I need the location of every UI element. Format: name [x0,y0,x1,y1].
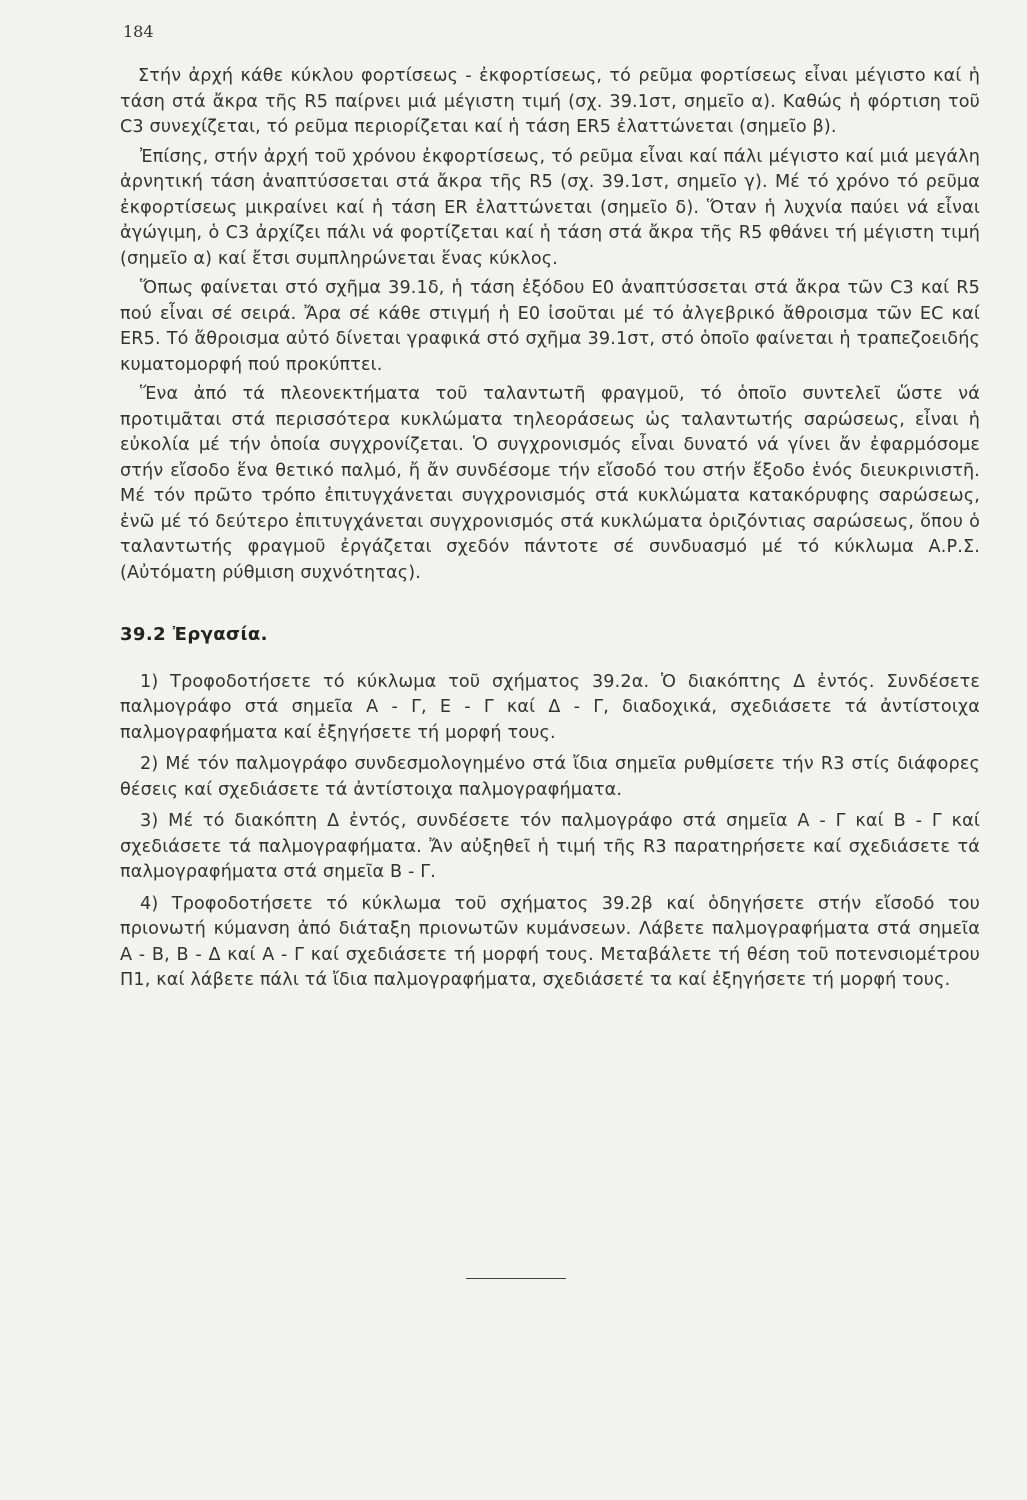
section-heading: 39.2 Ἐργασία. [120,624,268,645]
task-item-1: 1) Τροφοδοτήσετε τό κύκλωμα τοῦ σχήματος 39.2α. Ὁ διακόπτης Δ ἐντός. Συνδέσετε παλμογράφο στά σημεῖα Α - Γ, Ε - Γ καί Δ - Γ, διαδοχικά, σχεδιάσετε τά ἀντίστοιχα παλμογραφήματα καί ἐξηγήσετε τή μορφή τους. [120,671,980,743]
task-item-2: 2) Μέ τόν παλμογράφο συνδεσμολογημένο στά ἴδια σημεῖα ρυθμίσετε τήν R3 στίς διάφορες θέσεις καί σχεδιάσετε τά ἀντίστοιχα παλμογραφήματα. [120,754,980,800]
paragraph-output-voltage: Ὅπως φαίνεται στό σχῆμα 39.1δ, ἡ τάση ἐξόδου E0 ἀναπτύσσεται στά ἄκρα τῶν C3 καί R5 πού εἶναι σέ σειρά. Ἄρα σέ κάθε στιγμή ἡ E0 ἰσοῦται μέ τό ἀλγεβρικό ἄθροισμα τῶν EC καί ER5. Τό ἄθροισμα αὐτό δίνεται γραφικά στό σχῆμα 39.1στ, στό ὁποῖο φαίνεται ἡ τραπεζοειδής κυματομορφή πού προκύπτει. [120,278,980,375]
task-item-3: 3) Μέ τό διακόπτη Δ ἐντός, συνδέσετε τόν παλμογράφο στά σημεῖα Α - Γ καί Β - Γ καί σχεδιάσετε τά παλμογραφήματα. Ἄν αὐξηθεῖ ἡ τιμή τῆς R3 παρατηρήσετε καί σχεδιάσετε τά παλμογραφήματα στά σημεῖα Β - Γ. [120,811,980,882]
end-of-section-rule [466,1278,566,1279]
paragraph-charging-cycle: Στήν ἀρχή κάθε κύκλου φορτίσεως - ἐκφορτίσεως, τό ρεῦμα φορτίσεως εἶναι μέγιστο καί ἡ τάση στά ἄκρα τῆς R5 παίρνει μιά μέγιστη τιμή (σχ. 39.1στ, σημεῖο α). Καθώς ἡ φόρτιση τοῦ C3 συνεχίζεται, τό ρεῦμα περιορίζεται καί ἡ τάση ER5 ἐλαττώνεται (σημεῖο β). [120,66,980,137]
paragraph-synchronization: Ἕνα ἀπό τά πλεονεκτήματα τοῦ ταλαντωτῆ φραγμοῦ, τό ὁποῖο συντελεῖ ὥστε νά προτιμᾶται στά περισσότερα κυκλώματα τηλεοράσεως ὡς ταλαντωτής σαρώσεως, εἶναι ἡ εὐκολία μέ τήν ὁποία συγχρονίζεται. Ὁ συγχρονισμός εἶναι δυνατό νά γίνει ἄν ἐφαρμόσομε στήν εἴσοδο ἕνα θετικό παλμό, ἤ ἄν συνδέσομε τήν εἴσοδό του στήν ἔξοδο ἑνός διευκρινιστῆ. Μέ τόν πρῶτο τρόπο ἐπιτυγχάνεται συγχρονισμός στά κυκλώματα κατακόρυφης σαρώσεως, ἐνῶ μέ τό δεύτερο ἐπιτυγχάνεται συγχρονισμός στά κυκλώματα ὁριζόντιας σαρώσεως, ὅπου ὁ ταλαντωτής φραγμοῦ ἐργάζεται σχεδόν πάντοτε σέ συνδυασμό μέ τό κύκλωμα Α.Ρ.Σ. (Αὐτόματη ρύθμιση συχνότητας). [120,384,980,583]
body-text [120,64,980,1000]
paragraph-discharge: Ἐπίσης, στήν ἀρχή τοῦ χρόνου ἐκφορτίσεως, τό ρεῦμα εἶναι καί πάλι μέγιστο καί μιά μεγάλη ἀρνητική τάση ἀναπτύσσεται στά ἄκρα τῆς R5 (σχ. 39.1στ, σημεῖο γ). Μέ τό χρόνο τό ρεῦμα ἐκφορτίσεως μικραίνει καί ἡ τάση ER ἐλαττώνεται (σημεῖο δ). Ὅταν ἡ λυχνία παύει νά εἶναι ἀγώγιμη, ὁ C3 ἀρχίζει πάλι νά φορτίζεται καί ἡ τάση στά ἄκρα τῆς R5 φθάνει τή μέγιστη τιμή (σημεῖο α) καί ἔτσι συμπληρώνεται ἕνας κύκλος. [120,146,980,269]
task-item-4: 4) Τροφοδοτήσετε τό κύκλωμα τοῦ σχήματος 39.2β καί ὁδηγήσετε στήν εἴσοδό του πριονωτή κύμανση ἀπό διάταξη πριονωτῶν κυμάνσεων. Λάβετε παλμογραφήματα στά σημεῖα Α - Β, Β - Δ καί Α - Γ καί σχεδιάσετε τή μορφή τους. Μεταβάλετε τή θέση τοῦ ποτενσιομέτρου Π1, καί λάβετε πάλι τά ἴδια παλμογραφήματα, σχεδιάσετέ τα καί ἐξηγήσετε τή μορφή τους. [120,893,980,990]
page-number: 184 [123,22,154,41]
